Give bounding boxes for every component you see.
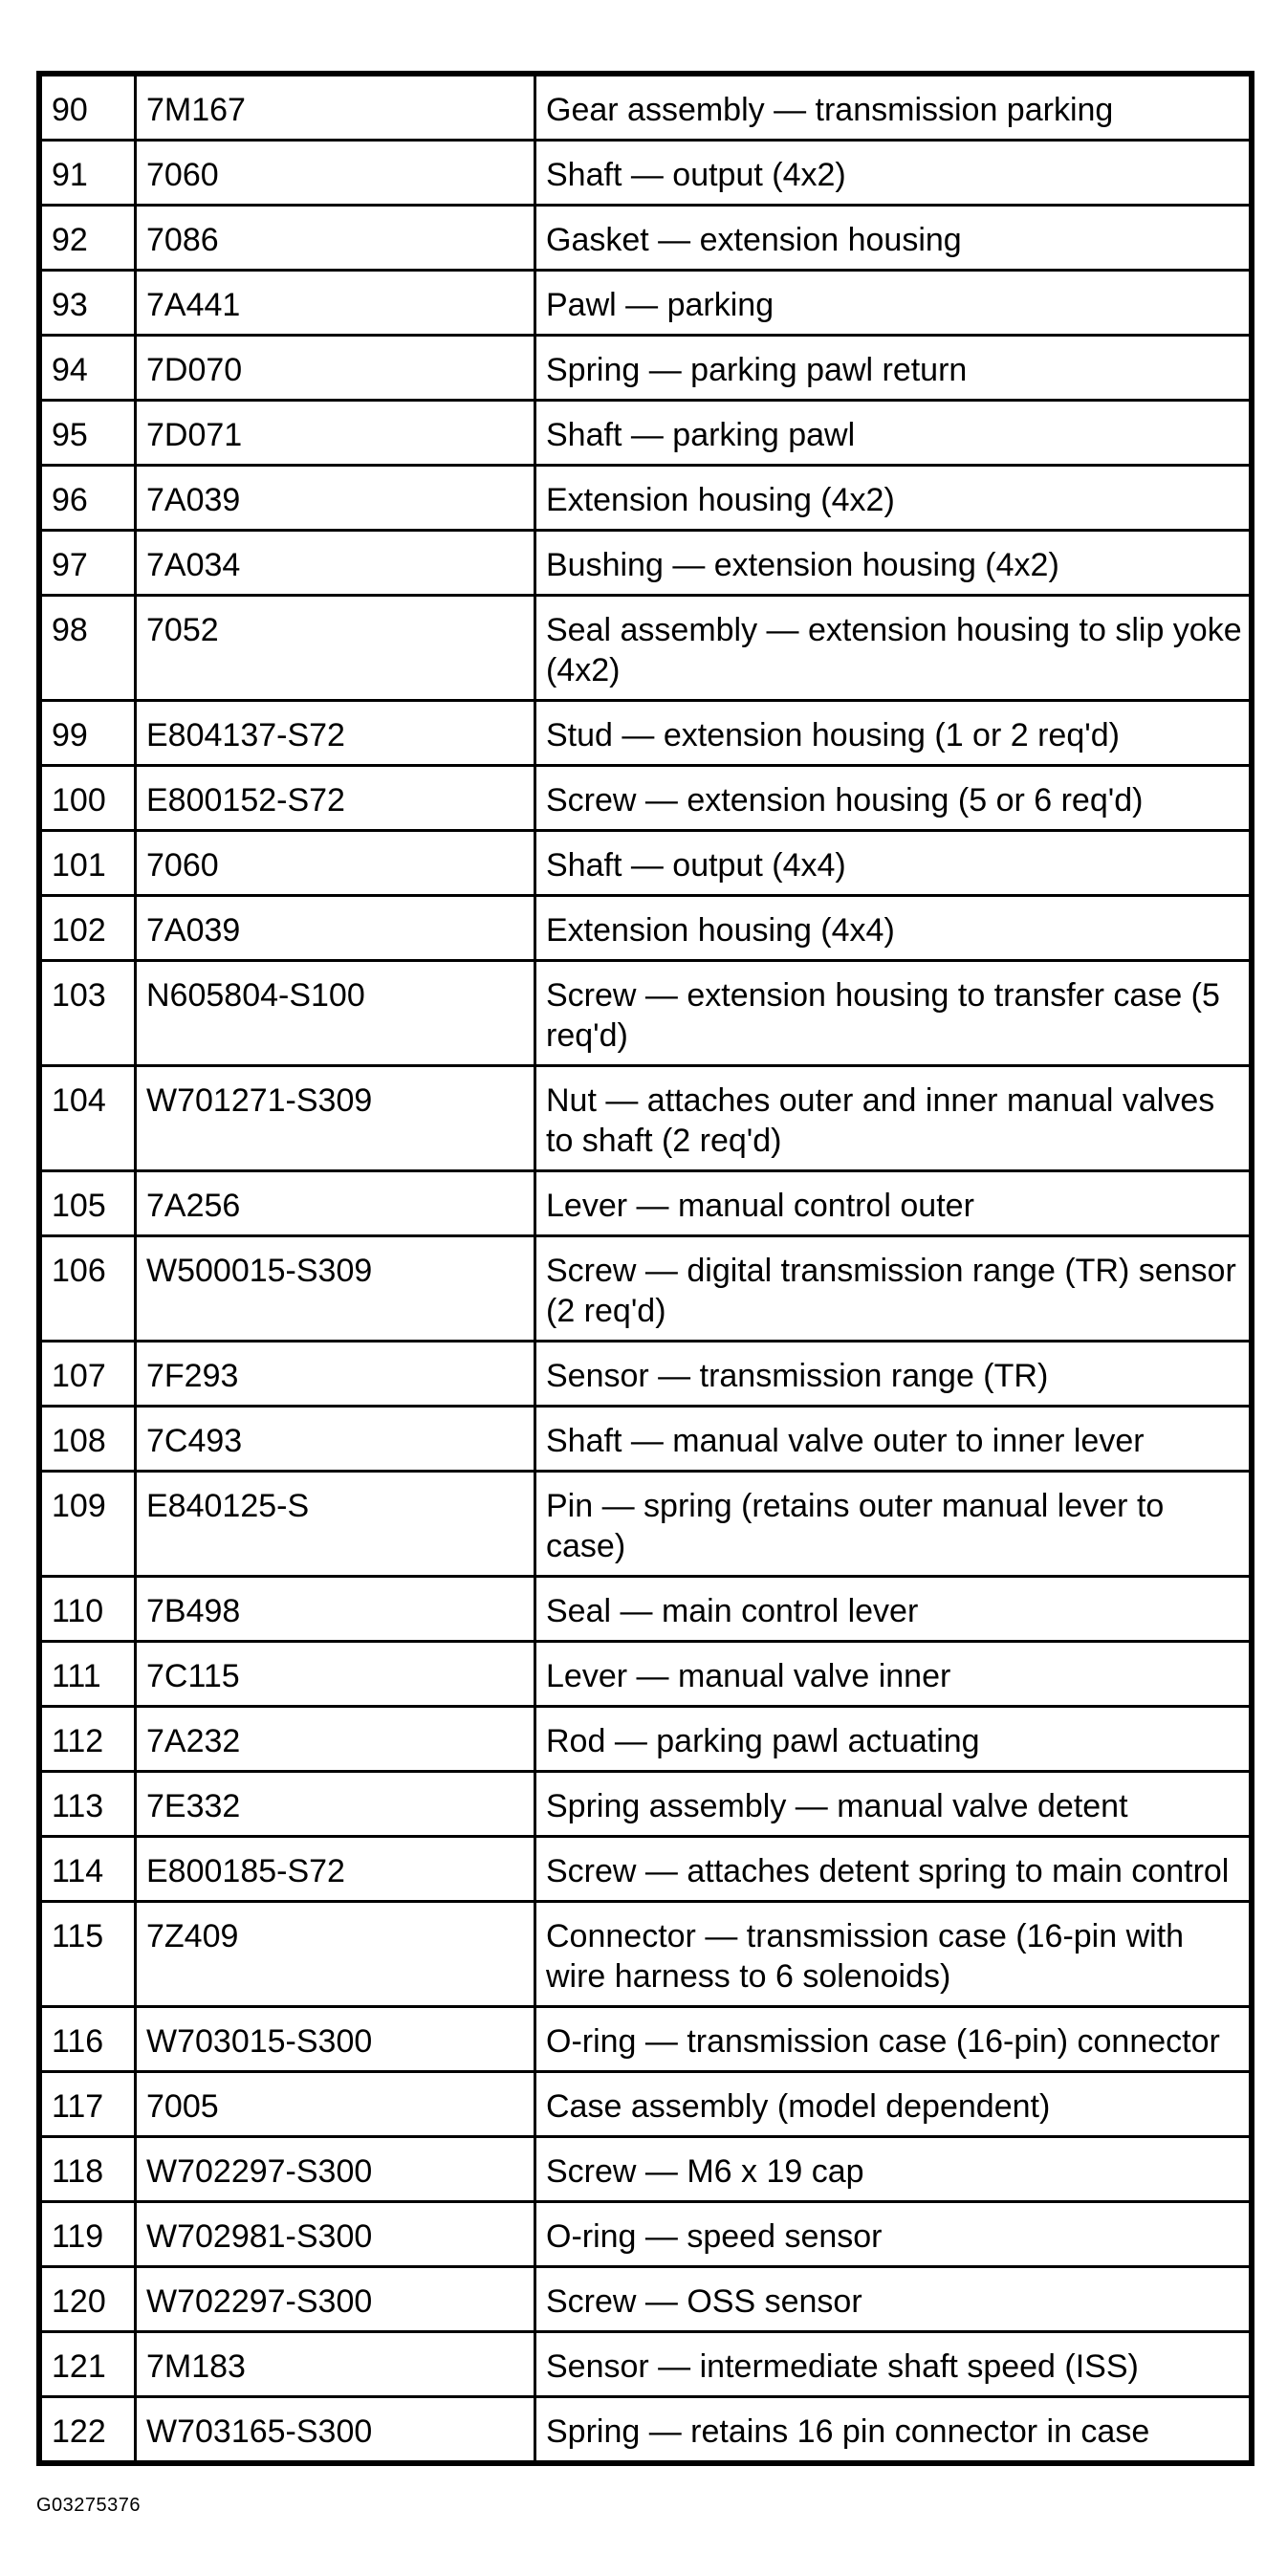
item-number-cell: 116	[39, 2007, 136, 2072]
description-cell: Screw — attaches detent spring to main control	[535, 1837, 1253, 1902]
item-number-cell: 101	[39, 831, 136, 896]
parts-table-body	[39, 74, 1252, 2463]
part-number-cell: 7M167	[136, 74, 535, 141]
part-number-cell: 7060	[136, 831, 535, 896]
description-cell: Extension housing (4x2)	[535, 466, 1253, 531]
description-cell: Spring assembly — manual valve detent	[535, 1772, 1253, 1837]
part-number-cell: W701271-S309	[136, 1066, 535, 1171]
item-number-cell: 118	[39, 2137, 136, 2202]
part-number-cell: 7A256	[136, 1171, 535, 1236]
description-cell: Connector — transmission case (16-pin with wire harness to 6 solenoids)	[535, 1902, 1253, 2007]
part-number-cell: 7D070	[136, 336, 535, 401]
description-cell: Case assembly (model dependent)	[535, 2072, 1253, 2137]
item-number-cell: 113	[39, 1772, 136, 1837]
item-number-cell: 106	[39, 1236, 136, 1342]
description-cell: Pin — spring (retains outer manual lever to case)	[535, 1472, 1253, 1577]
description-cell: Screw — digital transmission range (TR) sensor (2 req'd)	[535, 1236, 1253, 1342]
description-cell: Gear assembly — transmission parking	[535, 74, 1253, 141]
item-number-cell: 117	[39, 2072, 136, 2137]
part-number-cell: 7060	[136, 141, 535, 206]
item-number-cell: 93	[39, 271, 136, 336]
part-number-cell: E800152-S72	[136, 766, 535, 831]
item-number-cell: 109	[39, 1472, 136, 1577]
description-cell: Seal — main control lever	[535, 1577, 1253, 1642]
item-number-cell: 98	[39, 596, 136, 701]
part-number-cell: 7C493	[136, 1407, 535, 1472]
table-row	[39, 1171, 1252, 1236]
part-number-cell: 7086	[136, 206, 535, 271]
item-number-cell: 92	[39, 206, 136, 271]
table-row	[39, 2137, 1252, 2202]
item-number-cell: 122	[39, 2397, 136, 2464]
part-number-cell: 7005	[136, 2072, 535, 2137]
description-cell: O-ring — transmission case (16-pin) connector	[535, 2007, 1253, 2072]
table-row	[39, 466, 1252, 531]
description-cell: Extension housing (4x4)	[535, 896, 1253, 961]
table-row	[39, 1902, 1252, 2007]
table-row	[39, 74, 1252, 141]
description-cell: Screw — M6 x 19 cap	[535, 2137, 1253, 2202]
description-cell: Gasket — extension housing	[535, 206, 1253, 271]
item-number-cell: 102	[39, 896, 136, 961]
part-number-cell: W500015-S309	[136, 1236, 535, 1342]
table-row	[39, 766, 1252, 831]
item-number-cell: 120	[39, 2267, 136, 2332]
part-number-cell: 7E332	[136, 1772, 535, 1837]
table-row	[39, 2072, 1252, 2137]
table-row	[39, 1707, 1252, 1772]
item-number-cell: 121	[39, 2332, 136, 2397]
part-number-cell: 7A034	[136, 531, 535, 596]
part-number-cell: 7A232	[136, 1707, 535, 1772]
item-number-cell: 99	[39, 701, 136, 766]
part-number-cell: E804137-S72	[136, 701, 535, 766]
item-number-cell: 100	[39, 766, 136, 831]
table-row	[39, 2007, 1252, 2072]
item-number-cell: 90	[39, 74, 136, 141]
item-number-cell: 114	[39, 1837, 136, 1902]
part-number-cell: W702297-S300	[136, 2267, 535, 2332]
part-number-cell: E840125-S	[136, 1472, 535, 1577]
item-number-cell: 94	[39, 336, 136, 401]
table-row	[39, 596, 1252, 701]
table-row	[39, 401, 1252, 466]
item-number-cell: 105	[39, 1171, 136, 1236]
part-number-cell: 7B498	[136, 1577, 535, 1642]
part-number-cell: E800185-S72	[136, 1837, 535, 1902]
part-number-cell: W702981-S300	[136, 2202, 535, 2267]
table-row	[39, 1407, 1252, 1472]
description-cell: Lever — manual control outer	[535, 1171, 1253, 1236]
description-cell: Sensor — intermediate shaft speed (ISS)	[535, 2332, 1253, 2397]
table-row	[39, 2267, 1252, 2332]
table-row	[39, 2332, 1252, 2397]
part-number-cell: 7C115	[136, 1642, 535, 1707]
table-row	[39, 271, 1252, 336]
table-row	[39, 701, 1252, 766]
description-cell: Shaft — parking pawl	[535, 401, 1253, 466]
table-row	[39, 1472, 1252, 1577]
part-number-cell: W703015-S300	[136, 2007, 535, 2072]
description-cell: Shaft — manual valve outer to inner lever	[535, 1407, 1253, 1472]
description-cell: Shaft — output (4x2)	[535, 141, 1253, 206]
table-row	[39, 961, 1252, 1066]
description-cell: Screw — extension housing to transfer case (5 req'd)	[535, 961, 1253, 1066]
table-row	[39, 1642, 1252, 1707]
description-cell: Nut — attaches outer and inner manual valves to shaft (2 req'd)	[535, 1066, 1253, 1171]
item-number-cell: 111	[39, 1642, 136, 1707]
part-number-cell: 7F293	[136, 1342, 535, 1407]
part-number-cell: W702297-S300	[136, 2137, 535, 2202]
parts-table	[36, 71, 1254, 2466]
part-number-cell: 7052	[136, 596, 535, 701]
description-cell: Shaft — output (4x4)	[535, 831, 1253, 896]
table-row	[39, 141, 1252, 206]
table-row	[39, 336, 1252, 401]
description-cell: Sensor — transmission range (TR)	[535, 1342, 1253, 1407]
description-cell: Pawl — parking	[535, 271, 1253, 336]
parts-list	[36, 71, 1254, 2466]
table-row	[39, 1066, 1252, 1171]
description-cell: Seal assembly — extension housing to slip yoke (4x2)	[535, 596, 1253, 701]
description-cell: Rod — parking pawl actuating	[535, 1707, 1253, 1772]
part-number-cell: W703165-S300	[136, 2397, 535, 2464]
item-number-cell: 96	[39, 466, 136, 531]
description-cell: Spring — parking pawl return	[535, 336, 1253, 401]
description-cell: Lever — manual valve inner	[535, 1642, 1253, 1707]
item-number-cell: 104	[39, 1066, 136, 1171]
table-row	[39, 2397, 1252, 2464]
table-row	[39, 206, 1252, 271]
description-cell: Screw — extension housing (5 or 6 req'd)	[535, 766, 1253, 831]
part-number-cell: N605804-S100	[136, 961, 535, 1066]
item-number-cell: 112	[39, 1707, 136, 1772]
item-number-cell: 95	[39, 401, 136, 466]
description-cell: Stud — extension housing (1 or 2 req'd)	[535, 701, 1253, 766]
part-number-cell: 7A039	[136, 466, 535, 531]
item-number-cell: 108	[39, 1407, 136, 1472]
part-number-cell: 7D071	[136, 401, 535, 466]
table-row	[39, 896, 1252, 961]
part-number-cell: 7M183	[136, 2332, 535, 2397]
description-cell: Spring — retains 16 pin connector in case	[535, 2397, 1253, 2464]
part-number-cell: 7Z409	[136, 1902, 535, 2007]
table-row	[39, 1837, 1252, 1902]
item-number-cell: 110	[39, 1577, 136, 1642]
part-number-cell: 7A039	[136, 896, 535, 961]
description-cell: Bushing — extension housing (4x2)	[535, 531, 1253, 596]
table-row	[39, 831, 1252, 896]
table-row	[39, 1772, 1252, 1837]
table-row	[39, 2202, 1252, 2267]
item-number-cell: 97	[39, 531, 136, 596]
item-number-cell: 107	[39, 1342, 136, 1407]
item-number-cell: 115	[39, 1902, 136, 2007]
description-cell: O-ring — speed sensor	[535, 2202, 1253, 2267]
item-number-cell: 91	[39, 141, 136, 206]
figure-code: G03275376	[36, 2495, 142, 2516]
item-number-cell: 103	[39, 961, 136, 1066]
description-cell: Screw — OSS sensor	[535, 2267, 1253, 2332]
table-row	[39, 1236, 1252, 1342]
item-number-cell: 119	[39, 2202, 136, 2267]
table-row	[39, 531, 1252, 596]
table-row	[39, 1342, 1252, 1407]
table-row	[39, 1577, 1252, 1642]
part-number-cell: 7A441	[136, 271, 535, 336]
